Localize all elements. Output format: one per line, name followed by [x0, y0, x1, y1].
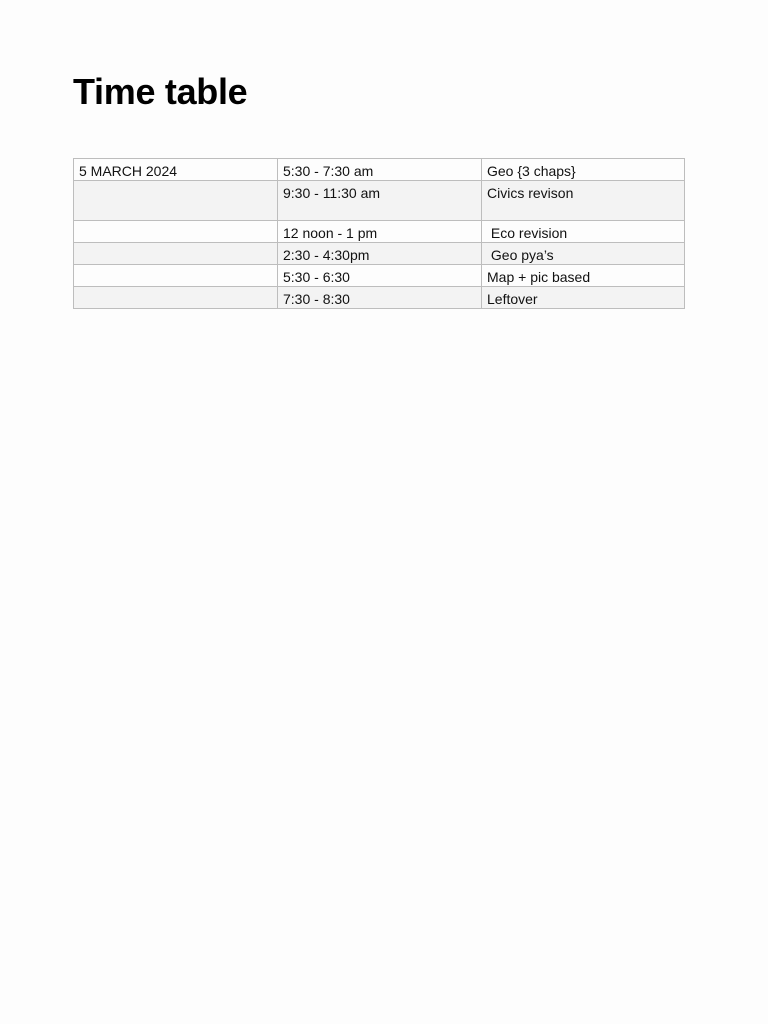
- date-cell: [74, 287, 278, 309]
- table-row: [74, 159, 685, 181]
- task-cell: Geo {3 chaps}: [482, 159, 685, 181]
- page-title: Time table: [73, 71, 248, 112]
- task-cell: Eco revision: [482, 221, 685, 243]
- task-cell: Leftover: [482, 287, 685, 309]
- time-cell: 5:30 - 7:30 am: [278, 159, 482, 181]
- date-cell: 5 MARCH 2024: [74, 159, 278, 181]
- task-cell: Geo pya’s: [482, 243, 685, 265]
- date-cell: [74, 243, 278, 265]
- task-cell: Civics revison: [482, 181, 685, 221]
- time-cell: 2:30 - 4:30pm: [278, 243, 482, 265]
- table-row: [74, 243, 685, 265]
- task-cell: Map + pic based: [482, 265, 685, 287]
- time-cell: 9:30 - 11:30 am: [278, 181, 482, 221]
- table-row: [74, 287, 685, 309]
- date-cell: [74, 221, 278, 243]
- date-cell: [74, 265, 278, 287]
- date-cell: [74, 181, 278, 221]
- table-row: [74, 181, 685, 221]
- table-row: [74, 265, 685, 287]
- timetable: [73, 158, 685, 309]
- time-cell: 12 noon - 1 pm: [278, 221, 482, 243]
- table-row: [74, 221, 685, 243]
- time-cell: 5:30 - 6:30: [278, 265, 482, 287]
- time-cell: 7:30 - 8:30: [278, 287, 482, 309]
